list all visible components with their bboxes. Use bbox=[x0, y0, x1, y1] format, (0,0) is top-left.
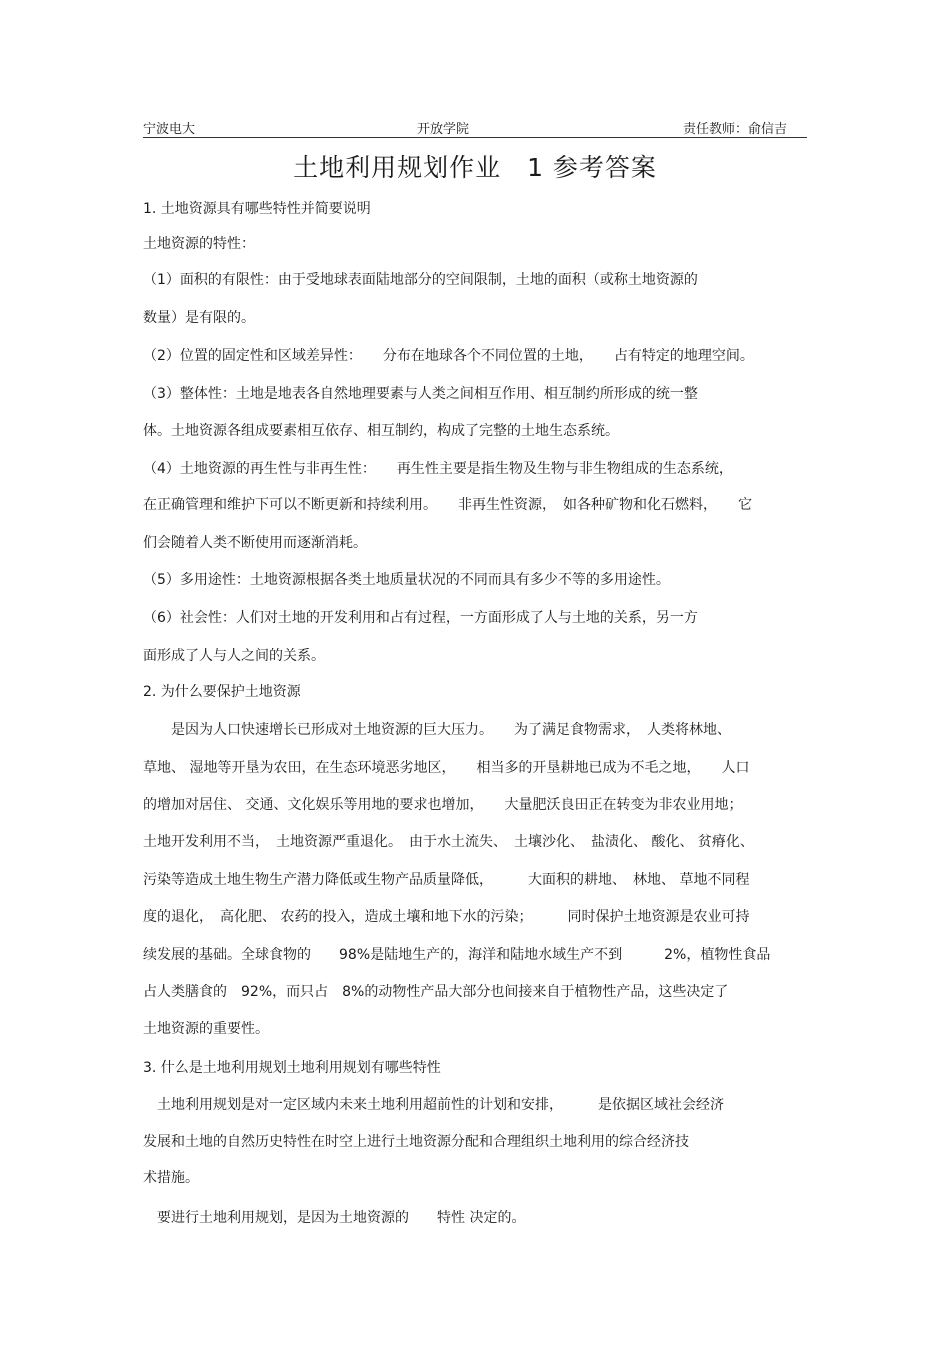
question-2-heading: 2. 为什么要保护土地资源 bbox=[143, 684, 301, 700]
text-line: （2）位置的固定性和区域差异性： 分布在地球各个不同位置的土地， 占有特定的地理空间。 bbox=[143, 348, 754, 364]
text-line: （1）面积的有限性：由于受地球表面陆地部分的空间限制，土地的面积（或称土地资源的 bbox=[143, 272, 698, 288]
text-line: 是因为人口快速增长已形成对土地资源的巨大压力。 为了满足食物需求， 人类将林地、 bbox=[143, 722, 731, 738]
text-line: （4）土地资源的再生性与非再生性： 再生性主要是指生物及生物与非生物组成的生态系统， bbox=[143, 461, 733, 477]
text-line: 土地资源的特性： bbox=[143, 236, 255, 252]
text-line: （6）社会性：人们对土地的开发利用和占有过程，一方面形成了人与土地的关系，另一方 bbox=[143, 610, 698, 626]
text-line: 体。土地资源各组成要素相互依存、相互制约，构成了完整的土地生态系统。 bbox=[143, 423, 619, 439]
text-line: 的增加对居住、 交通、文化娱乐等用地的要求也增加， 大量肥沃良田正在转变为非农业用地； bbox=[143, 797, 743, 813]
text-line: 在正确管理和维护下可以不断更新和持续利用。 非再生性资源， 如各种矿物和化石燃料， 它 bbox=[143, 497, 752, 513]
document-title: 土地利用规划作业 1 参考答案 bbox=[293, 153, 657, 182]
text-line: 土地资源的重要性。 bbox=[143, 1021, 269, 1037]
header-teacher: 责任教师：俞信吉 bbox=[682, 122, 787, 137]
text-line: 度的退化， 高化肥、 农药的投入，造成土壤和地下水的污染； 同时保护土地资源是农业可持 bbox=[143, 909, 750, 925]
text-line: 续发展的基础。全球食物的 98%是陆地生产的，海洋和陆地水域生产不到 2%，植物性食品 bbox=[143, 947, 771, 963]
text-line: 土地利用规划是对一定区域内未来土地利用超前性的计划和安排， 是依据区域社会经济 bbox=[143, 1097, 724, 1113]
question-1-heading: 1. 土地资源具有哪些特性并简要说明 bbox=[143, 201, 371, 217]
text-line: 要进行土地利用规划，是因为土地资源的 特性 决定的。 bbox=[143, 1210, 526, 1226]
text-line: 数量）是有限的。 bbox=[143, 310, 255, 326]
text-line: 发展和土地的自然历史特性在时空上进行土地资源分配和合理组织土地利用的综合经济技 bbox=[143, 1134, 689, 1150]
text-line: 们会随着人类不断使用而逐渐消耗。 bbox=[143, 535, 367, 551]
question-3-heading: 3. 什么是土地利用规划土地利用规划有哪些特性 bbox=[143, 1060, 441, 1076]
text-line: 面形成了人与人之间的关系。 bbox=[143, 648, 325, 664]
header-school: 宁波电大 bbox=[143, 122, 196, 137]
text-line: 草地、 湿地等开垦为农田，在生态环境恶劣地区， 相当多的开垦耕地已成为不毛之地， 人口 bbox=[143, 760, 750, 776]
text-line: （3）整体性：土地是地表各自然地理要素与人类之间相互作用、相互制约所形成的统一整 bbox=[143, 386, 698, 402]
header-college: 开放学院 bbox=[417, 122, 470, 137]
text-line: （5）多用途性：土地资源根据各类土地质量状况的不同而具有多少不等的多用途性。 bbox=[143, 572, 670, 588]
text-line: 占人类膳食的 92%，而只占 8%的动物性产品大部分也间接来自于植物性产品，这些决定了 bbox=[143, 984, 729, 1000]
text-line: 土地开发利用不当， 土地资源严重退化。 由于水土流失、 土壤沙化、 盐渍化、 酸化、 贫瘠化、 bbox=[143, 834, 754, 850]
page-header bbox=[143, 117, 807, 138]
text-line: 污染等造成土地生物生产潜力降低或生物产品质量降低， 大面积的耕地、 林地、 草地不同程 bbox=[143, 872, 750, 888]
text-line: 术措施。 bbox=[143, 1170, 199, 1186]
